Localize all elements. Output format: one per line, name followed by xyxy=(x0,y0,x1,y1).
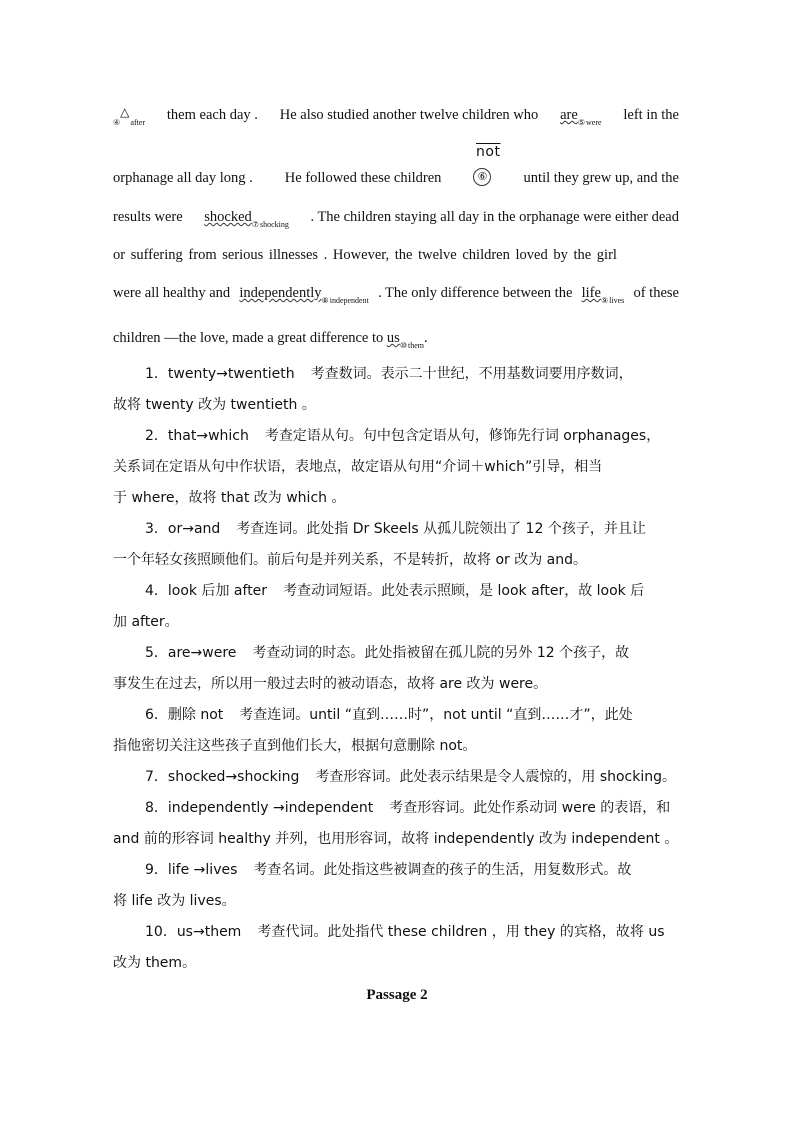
answer-4: 4．look 后加 after 考查动词短语。此处表示照顾，是 look after，故 look 后 xyxy=(145,583,645,599)
correction-5: are$_{⑤were}$ xyxy=(560,107,602,127)
answer-3-cont: 一个年轻女孩照顾他们。前后句是并列关系，不是转折，故将 or 改为 and。 xyxy=(113,552,588,568)
answer-6-cont: 指他密切关注这些孩子直到他们长大，根据句意删除 not。 xyxy=(113,738,477,754)
answer-list xyxy=(113,359,679,979)
answer-5: 5．are→were 考查动词的时态。此处指被留在孤儿院的另外 12 个孩子，故 xyxy=(145,645,630,661)
answer-8: 8．independently →independent 考查形容词。此处作系动词 were 的表语，和 xyxy=(145,800,671,816)
passage-line-3 xyxy=(113,207,679,229)
passage-text: . xyxy=(423,330,428,346)
passage-line-4 xyxy=(113,245,679,265)
correction-7: shocked$_{⑦shocking}$ xyxy=(204,209,289,229)
correction-9: life$_{⑨lives}$ xyxy=(581,285,625,305)
passage-line-6 xyxy=(113,328,679,350)
section-title: Passage 2 xyxy=(366,987,428,1003)
answer-1: 1．twenty→twentieth 考查数词。表示二十世纪，不用基数词要用序数词， xyxy=(145,366,633,382)
inserted-not-mark: $\overline{not}$ xyxy=(476,144,501,160)
answer-2-cont2: 于 where，故将 that 改为 which 。 xyxy=(113,490,346,506)
answer-9-cont: 将 life 改为 lives。 xyxy=(113,893,236,909)
passage-text: or suffering from serious illnesses . However, the twelve children loved by the girl xyxy=(113,247,617,263)
passage-line-5 xyxy=(113,283,679,305)
passage-text: results were xyxy=(113,209,183,225)
passage-text: . The children staying all day in the orphanage were either dead xyxy=(310,209,679,225)
passage-text: until they grew up, and the xyxy=(523,170,679,186)
passage-text: . The only difference between the xyxy=(378,285,573,301)
answer-8-cont: and 前的形容词 healthy 并列，也用形容词，故将 independently 改为 independent 。 xyxy=(113,831,679,847)
passage-text: He also studied another twelve children who xyxy=(279,107,539,123)
correction-10: $us_{⑩them}$ xyxy=(386,330,424,350)
passage-text: of these xyxy=(633,285,679,301)
passage-line-1 xyxy=(113,105,679,127)
answer-1-cont: 故将 twenty 改为 twentieth 。 xyxy=(113,397,316,413)
answer-10: 10．us→them 考查代词。此处指代 these children ，用 they 的宾格，故将 us xyxy=(145,924,665,940)
answer-5-cont: 事发生在过去，所以用一般过去时的被动语态，故将 are 改为 were。 xyxy=(113,676,548,692)
answer-3: 3．or→and 考查连词。此处指 Dr Skeels 从孤儿院领出了 12 个孩子，并且让 xyxy=(145,521,646,537)
answer-10-cont: 改为 them。 xyxy=(113,955,197,971)
passage-text: were all healthy and xyxy=(113,285,231,301)
passage-text: He followed these children xyxy=(284,170,442,186)
circle-number-6: ⑥ xyxy=(473,168,491,186)
answer-4-cont: 加 after。 xyxy=(113,614,179,630)
answer-6: 6．删除 not 考查连词。until “直到……时”，not until “直到……才”，此处 xyxy=(145,707,633,723)
answer-7: 7．shocked→shocking 考查形容词。此处表示结果是令人震惊的，用 shocking。 xyxy=(145,769,677,785)
answer-2: 2．that→which 考查定语从句。句中包含定语从句，修饰先行词 orphanages， xyxy=(145,428,661,444)
passage-text: left in the xyxy=(623,107,679,123)
answer-2-cont: 关系词在定语从句中作状语，表地点，故定语从句用“介词＋which”引导，相当 xyxy=(113,459,603,475)
insert-mark-4: $_④$△$_{after}$ xyxy=(113,105,146,127)
passage-text: children —the love, made a great difference to xyxy=(113,330,384,346)
answer-9: 9．life →lives 考查名词。此处指这些被调查的孩子的生活，用复数形式。故 xyxy=(145,862,632,878)
passage-line-2 xyxy=(113,168,679,188)
correction-8: independently$_{⑧independent}$ xyxy=(239,285,369,305)
passage-text: them each day . xyxy=(166,107,258,123)
passage-text: orphanage all day long . xyxy=(113,170,253,186)
